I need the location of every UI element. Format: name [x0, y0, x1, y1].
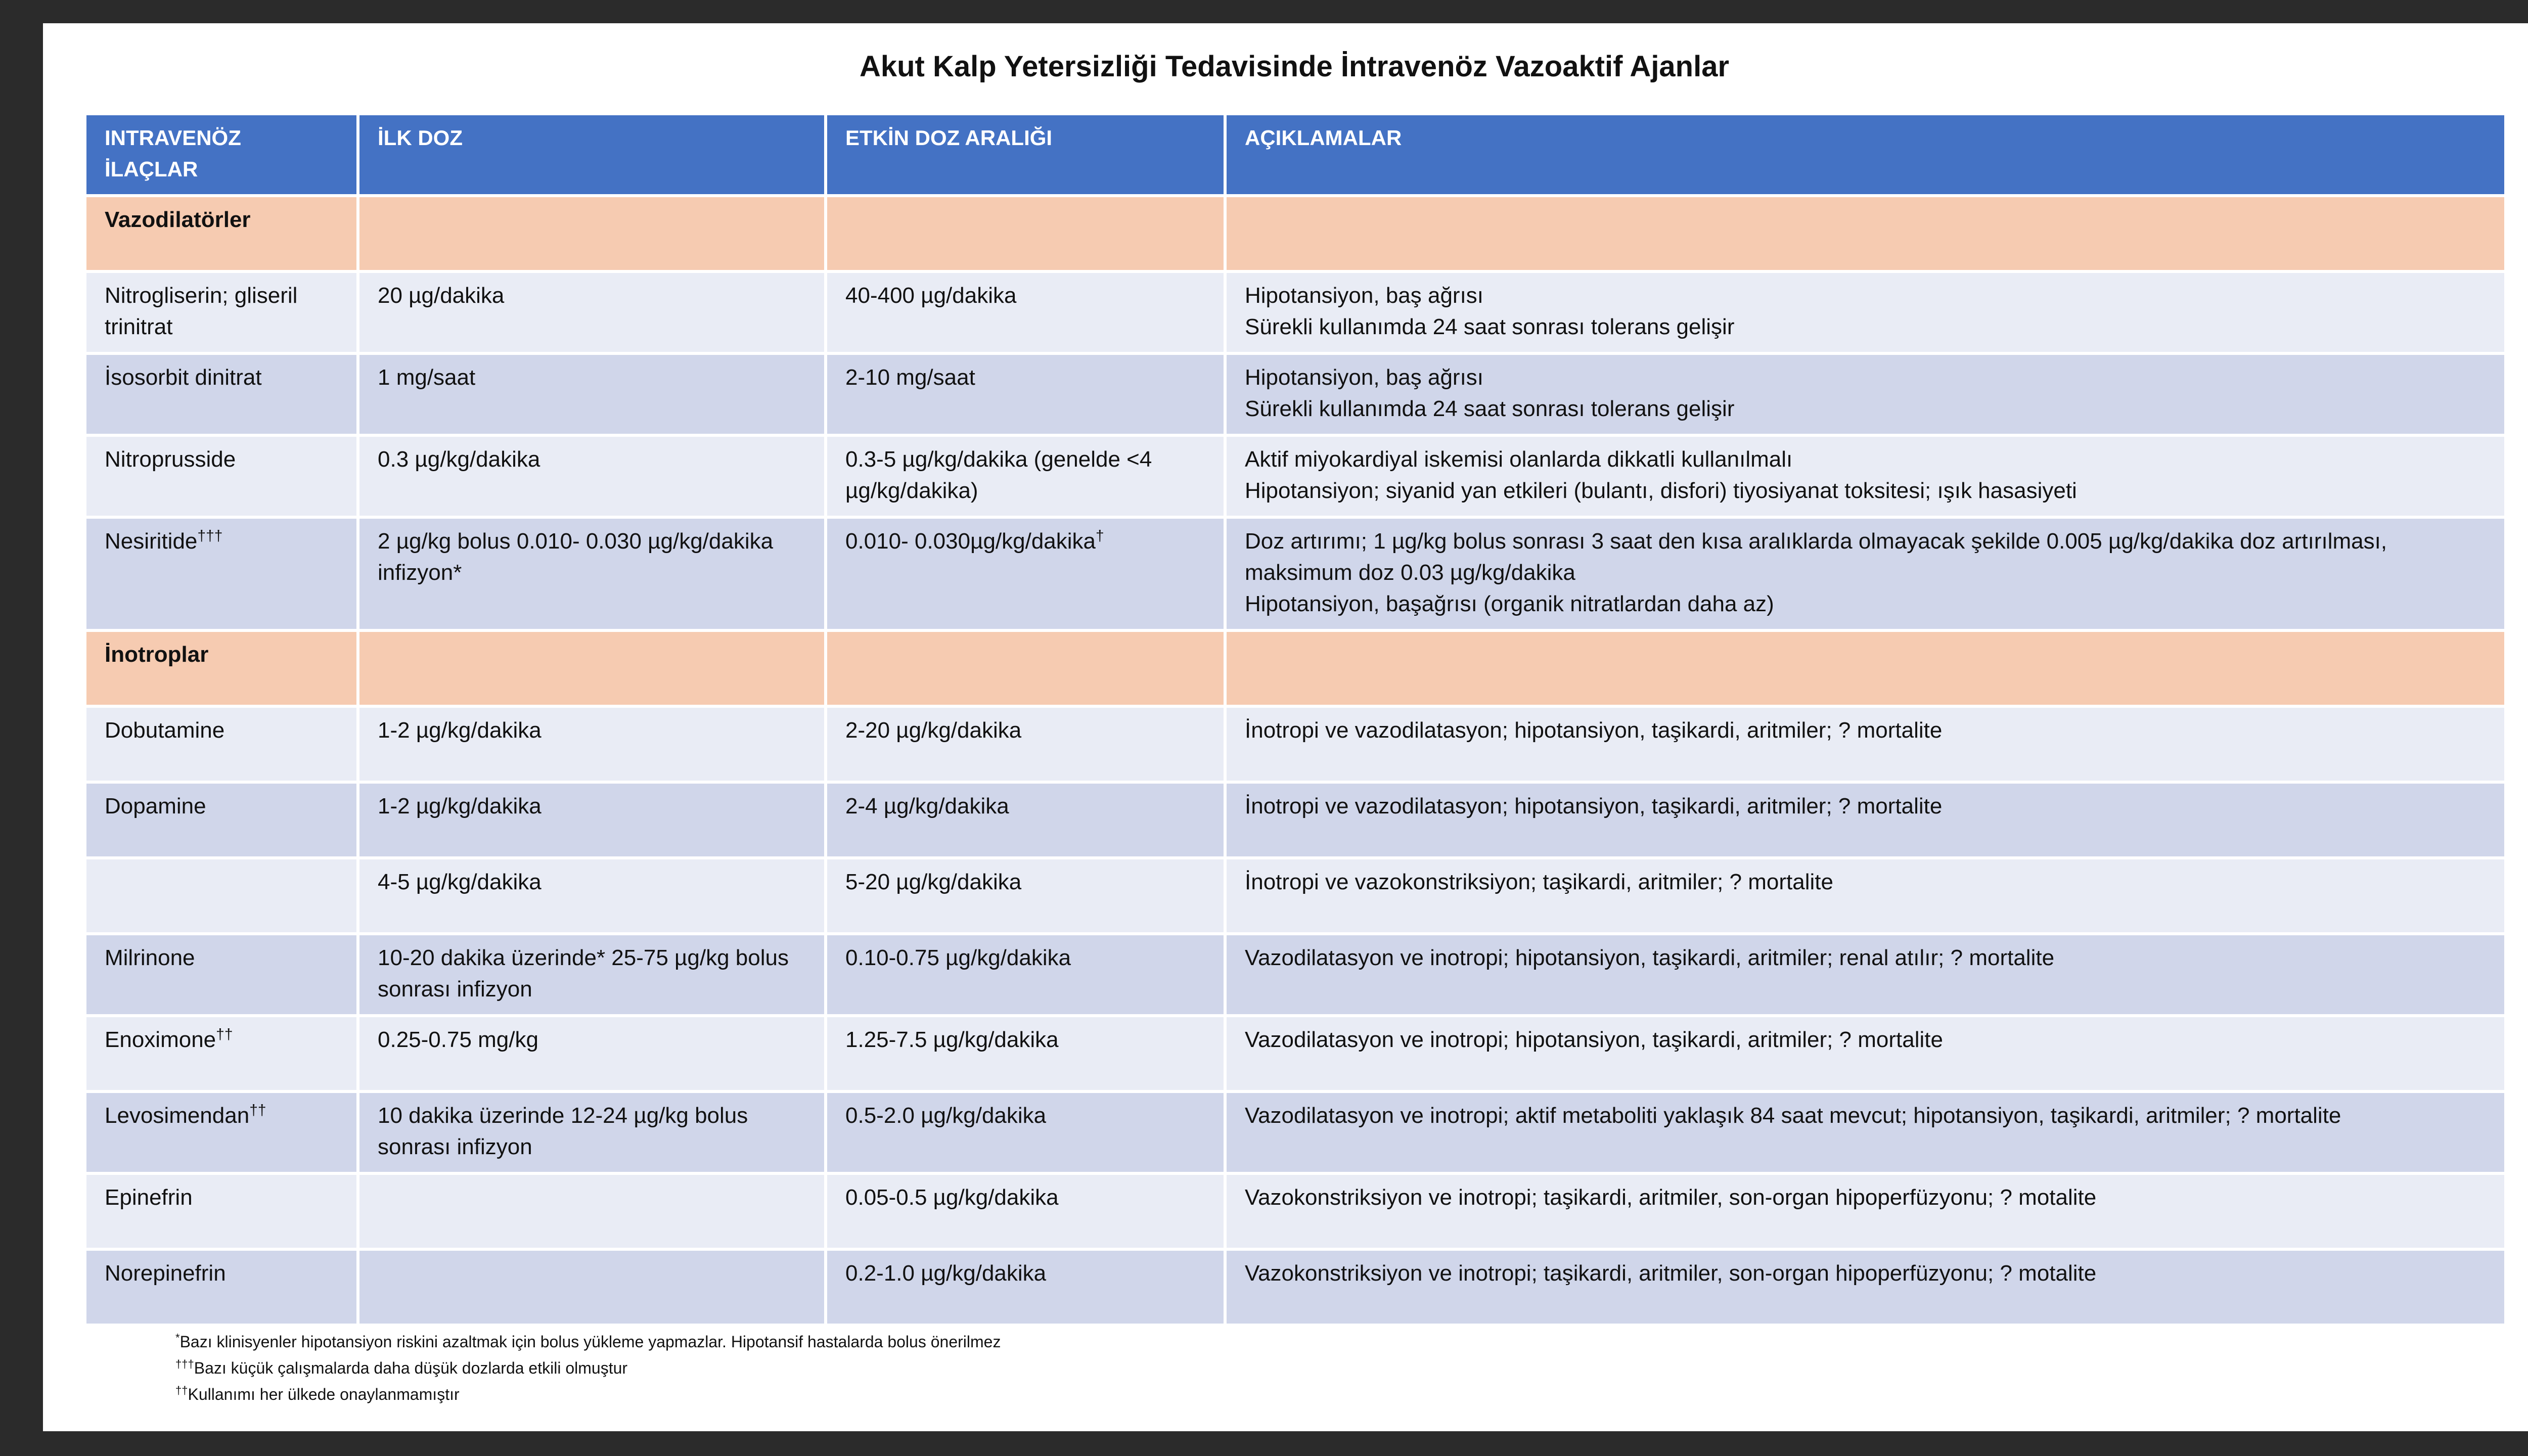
range-footnote-mark: † [1096, 527, 1104, 544]
first-dose-cell [358, 1249, 826, 1325]
first-dose-cell: 20 µg/dakika [358, 271, 826, 353]
header-notes: AÇIKLAMALAR [1225, 114, 2506, 196]
section-label-inotropes: İnotroplar [85, 630, 358, 706]
footnote-mark: †† [175, 1384, 188, 1397]
drug-name: Norepinefrin [105, 1261, 226, 1286]
notes-cell [1225, 858, 2506, 934]
note-line: İnotropi ve vazodilatasyon; hipotansiyon, taşikardi, aritmiler; ? mortalite [1245, 794, 1943, 818]
dose-range-cell [826, 706, 1225, 782]
dose-range: 0.05-0.5 µg/kg/dakika [845, 1185, 1059, 1210]
drug-name-cell [85, 858, 358, 934]
dose-range-cell [826, 782, 1225, 858]
dose-range-cell [826, 934, 1225, 1016]
dose-range-cell [826, 1249, 1225, 1325]
table-row [85, 353, 2506, 435]
note-line: Vazokonstriksiyon ve inotropi; taşikardi, aritmiler, son-organ hipoperfüzyonu; ? motalite [1245, 1261, 2097, 1286]
first-dose-cell: 4-5 µg/kg/dakika [358, 858, 826, 934]
notes-cell [1225, 782, 2506, 858]
dose-range-cell [826, 1091, 1225, 1173]
drug-name-cell [85, 1249, 358, 1325]
drug-table [83, 112, 2507, 1327]
first-dose-cell: 0.25-0.75 mg/kg [358, 1016, 826, 1091]
drug-name-cell [85, 1091, 358, 1173]
notes-cell [1225, 706, 2506, 782]
drug-name-cell [85, 782, 358, 858]
dose-range: 2-4 µg/kg/dakika [845, 794, 1009, 818]
header-row [85, 114, 2506, 196]
footnote [175, 1329, 1001, 1355]
drug-name-cell [85, 517, 358, 630]
dose-range-cell [826, 353, 1225, 435]
note-line: Sürekli kullanımda 24 saat sonrası tolerans gelişir [1245, 314, 1735, 339]
table-row [85, 435, 2506, 517]
table-row [85, 934, 2506, 1016]
drug-name: Epinefrin [105, 1185, 193, 1210]
drug-name-cell [85, 271, 358, 353]
drug-name-cell [85, 1016, 358, 1091]
footnote-mark: * [175, 1331, 180, 1344]
note-line: İnotropi ve vazokonstriksiyon; taşikardi, aritmiler; ? mortalite [1245, 870, 1833, 894]
notes-cell [1225, 1249, 2506, 1325]
note-line: Hipotansiyon, başağrısı (organik nitratlardan daha az) [1245, 592, 1774, 616]
drug-footnote-mark: †† [249, 1102, 266, 1119]
note-line: Vazodilatasyon ve inotropi; aktif metaboliti yaklaşık 84 saat mevcut; hipotansiyon, taşikardi, aritmiler; ? mortalite [1245, 1103, 2341, 1128]
table-row [85, 706, 2506, 782]
drug-name: Nesiritide [105, 529, 198, 554]
first-dose-cell: 0.3 µg/kg/dakika [358, 435, 826, 517]
table-row [85, 858, 2506, 934]
section-row-vasodilators [85, 196, 2506, 271]
table-row [85, 782, 2506, 858]
drug-footnote-mark: †† [216, 1026, 233, 1043]
notes-cell [1225, 1173, 2506, 1249]
first-dose-cell: 2 µg/kg bolus 0.010- 0.030 µg/kg/dakika infizyon* [358, 517, 826, 630]
note-line: Hipotansiyon, baş ağrısı [1245, 365, 1484, 390]
drug-name-cell [85, 1173, 358, 1249]
dose-range-cell [826, 271, 1225, 353]
notes-cell [1225, 435, 2506, 517]
section-label-vasodilators: Vazodilatörler [85, 196, 358, 271]
dose-range-cell [826, 858, 1225, 934]
header-dose-range: ETKİN DOZ ARALIĞI [826, 114, 1225, 196]
notes-cell [1225, 1016, 2506, 1091]
notes-cell [1225, 1091, 2506, 1173]
drug-name-cell [85, 934, 358, 1016]
dose-range: 0.5-2.0 µg/kg/dakika [845, 1103, 1047, 1128]
footnotes [175, 1329, 1001, 1407]
first-dose-cell: 1-2 µg/kg/dakika [358, 706, 826, 782]
note-line: Sürekli kullanımda 24 saat sonrası tolerans gelişir [1245, 396, 1735, 421]
footnote-text: Kullanımı her ülkede onaylanmamıştır [188, 1385, 460, 1403]
note-line: İnotropi ve vazodilatasyon; hipotansiyon, taşikardi, aritmiler; ? mortalite [1245, 718, 1943, 743]
dose-range: 0.3-5 µg/kg/dakika (genelde <4 µg/kg/dakika) [845, 447, 1152, 503]
note-line: Hipotansiyon; siyanid yan etkileri (bulantı, disfori) tiyosiyanat toksitesi; ışık hasasiyeti [1245, 478, 2077, 503]
table-row [85, 1016, 2506, 1091]
dose-range: 1.25-7.5 µg/kg/dakika [845, 1027, 1059, 1052]
dose-range: 0.010- 0.030µg/kg/dakika [845, 529, 1096, 554]
first-dose-cell: 10-20 dakika üzerinde* 25-75 µg/kg bolus sonrası infizyon [358, 934, 826, 1016]
header-first-dose: İLK DOZ [358, 114, 826, 196]
footnote-text: Bazı klinisyenler hipotansiyon riskini azaltmak için bolus yükleme yapmazlar. Hipotansif hastalarda bolus önerilmez [179, 1333, 1001, 1351]
drug-name-cell [85, 706, 358, 782]
dose-range: 0.10-0.75 µg/kg/dakika [845, 945, 1071, 970]
dose-range-cell [826, 517, 1225, 630]
notes-cell [1225, 517, 2506, 630]
first-dose-cell: 1-2 µg/kg/dakika [358, 782, 826, 858]
table-row [85, 271, 2506, 353]
first-dose-cell: 10 dakika üzerinde 12-24 µg/kg bolus sonrası infizyon [358, 1091, 826, 1173]
note-line: Aktif miyokardiyal iskemisi olanlarda dikkatli kullanılmalı [1245, 447, 1793, 472]
drug-name: Dopamine [105, 794, 206, 818]
drug-footnote-mark: ††† [197, 527, 223, 544]
table-row [85, 517, 2506, 630]
header-drugs: INTRAVENÖZ İLAÇLAR [85, 114, 358, 196]
drug-name: Dobutamine [105, 718, 225, 743]
note-line: Hipotansiyon, baş ağrısı [1245, 283, 1484, 308]
drug-name: Nitrogliserin; gliseril trinitrat [105, 283, 298, 339]
slide-title: Akut Kalp Yetersizliği Tedavisinde İntravenöz Vazoaktif Ajanlar [859, 50, 1730, 83]
dose-range: 5-20 µg/kg/dakika [845, 870, 1022, 894]
dose-range: 2-10 mg/saat [845, 365, 975, 390]
note-line: Vazodilatasyon ve inotropi; hipotansiyon, taşikardi, aritmiler; renal atılır; ? mortalite [1245, 945, 2055, 970]
drug-name: Levosimendan [105, 1103, 250, 1128]
dose-range: 2-20 µg/kg/dakika [845, 718, 1022, 743]
section-row-inotropes [85, 630, 2506, 706]
dose-range: 40-400 µg/dakika [845, 283, 1017, 308]
drug-name: Milrinone [105, 945, 195, 970]
footnote [175, 1381, 1001, 1407]
dose-range-cell [826, 1173, 1225, 1249]
drug-name: Enoximone [105, 1027, 216, 1052]
notes-cell [1225, 934, 2506, 1016]
notes-cell [1225, 271, 2506, 353]
first-dose-cell [358, 1173, 826, 1249]
notes-cell [1225, 353, 2506, 435]
drug-name-cell [85, 353, 358, 435]
dose-range-cell [826, 435, 1225, 517]
note-line: Doz artırımı; 1 µg/kg bolus sonrası 3 saat den kısa aralıklarda olmayacak şekilde 0.005 µg/kg/dakika doz artırılması, maksimum doz 0.03 µg/kg/dakika [1245, 529, 2387, 585]
table-row [85, 1091, 2506, 1173]
table-row [85, 1173, 2506, 1249]
drug-name-cell [85, 435, 358, 517]
table-row [85, 1249, 2506, 1325]
drug-name: İsosorbit dinitrat [105, 365, 262, 390]
note-line: Vazodilatasyon ve inotropi; hipotansiyon, taşikardi, aritmiler; ? mortalite [1245, 1027, 1943, 1052]
footnote-text: Bazı küçük çalışmalarda daha düşük dozlarda etkili olmuştur [194, 1359, 628, 1377]
dose-range: 0.2-1.0 µg/kg/dakika [845, 1261, 1047, 1286]
dose-range-cell [826, 1016, 1225, 1091]
first-dose-cell: 1 mg/saat [358, 353, 826, 435]
slide [43, 23, 2528, 1431]
footnote-mark: ††† [175, 1357, 194, 1371]
drug-name: Nitroprusside [105, 447, 236, 472]
note-line: Vazokonstriksiyon ve inotropi; taşikardi, aritmiler, son-organ hipoperfüzyonu; ? motalite [1245, 1185, 2097, 1210]
footnote [175, 1355, 1001, 1381]
